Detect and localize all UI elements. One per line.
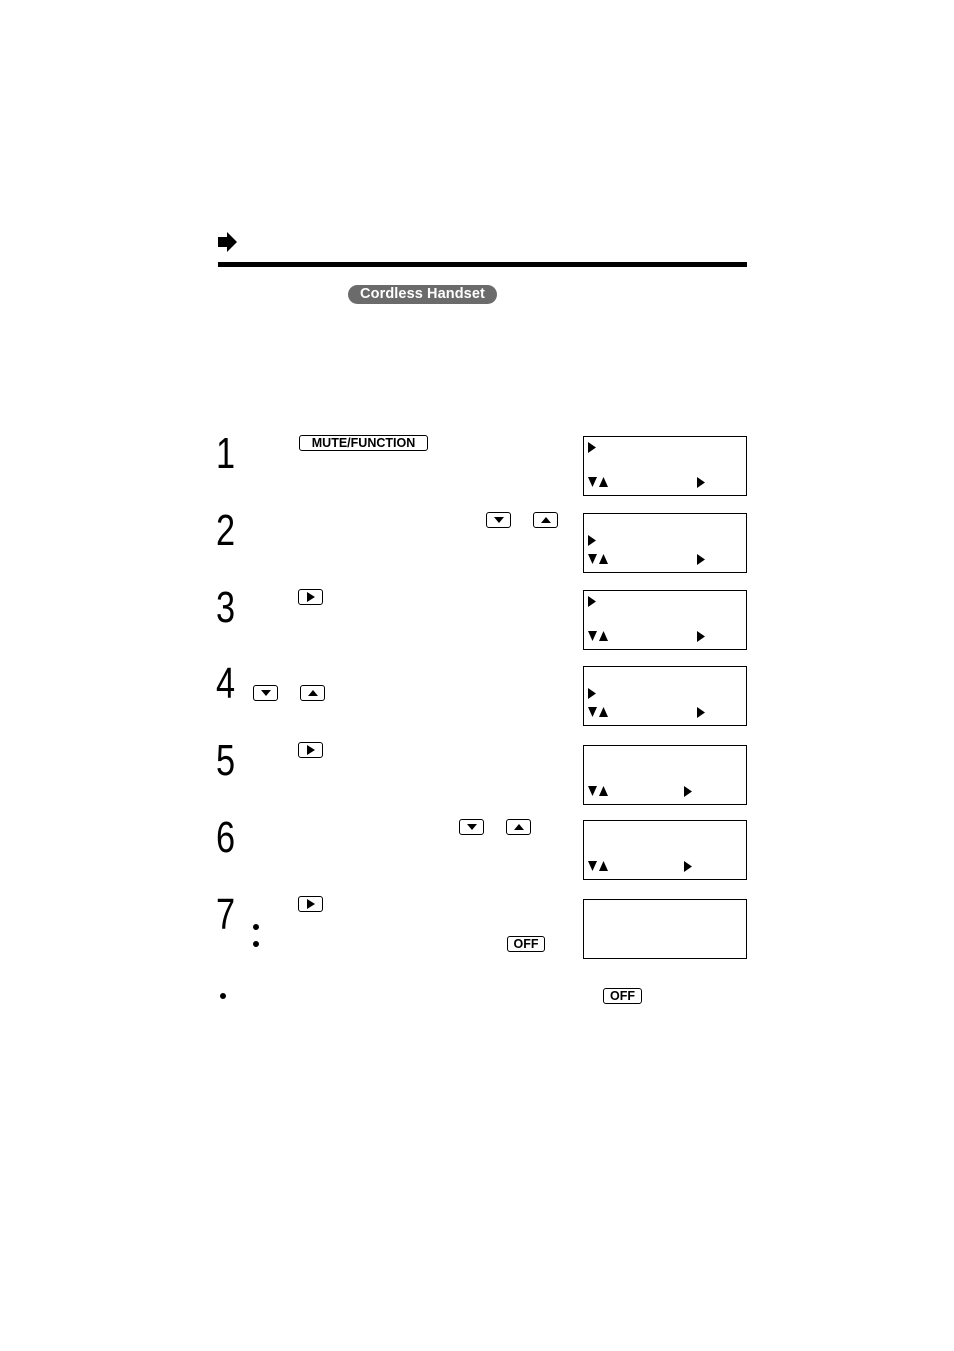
- lcd-display-3: [583, 590, 747, 650]
- select-icon: [697, 707, 706, 718]
- select-icon: [697, 477, 706, 488]
- right-arrow-key-icon: [307, 745, 315, 755]
- bullet: [253, 941, 259, 947]
- lcd-display-6: [583, 820, 747, 880]
- scroll-icon: [588, 477, 608, 488]
- lcd-display-1: [583, 436, 747, 496]
- scroll-icon: [588, 861, 608, 872]
- down-arrow-icon: [494, 517, 504, 523]
- step-number-6: 6: [216, 813, 236, 862]
- bullet: [253, 924, 259, 930]
- down-key[interactable]: [459, 819, 484, 835]
- down-arrow-icon: [261, 690, 271, 696]
- right-arrow-key-icon: [307, 899, 315, 909]
- cursor-icon: [588, 442, 597, 453]
- right-key[interactable]: [298, 589, 323, 605]
- lcd-display-5: [583, 745, 747, 805]
- off-key[interactable]: OFF: [603, 988, 642, 1004]
- scroll-icon: [588, 707, 608, 718]
- step-number-7: 7: [216, 890, 236, 939]
- scroll-icon: [588, 786, 608, 797]
- note-bullet: [220, 993, 226, 999]
- cursor-icon: [588, 535, 597, 546]
- up-arrow-icon: [308, 690, 318, 696]
- right-key[interactable]: [298, 896, 323, 912]
- scroll-icon: [588, 631, 608, 642]
- lcd-display-4: [583, 666, 747, 726]
- step-number-1: 1: [216, 429, 236, 478]
- right-arrow-icon: [218, 232, 237, 252]
- step-number-2: 2: [216, 506, 236, 555]
- cursor-icon: [588, 596, 597, 607]
- select-icon: [697, 554, 706, 565]
- lcd-display-7: [583, 899, 747, 959]
- select-icon: [684, 786, 693, 797]
- up-arrow-icon: [514, 824, 524, 830]
- off-key[interactable]: OFF: [507, 936, 545, 952]
- step-number-4: 4: [216, 659, 236, 708]
- mute-function-key[interactable]: MUTE/FUNCTION: [299, 435, 428, 451]
- select-icon: [697, 631, 706, 642]
- right-arrow-key-icon: [307, 592, 315, 602]
- cordless-handset-badge: Cordless Handset: [348, 285, 497, 304]
- scroll-icon: [588, 554, 608, 565]
- step-number-3: 3: [216, 583, 236, 632]
- select-icon: [684, 861, 693, 872]
- header-rule: [218, 262, 747, 267]
- up-key[interactable]: [300, 685, 325, 701]
- cursor-icon: [588, 688, 597, 699]
- up-key[interactable]: [506, 819, 531, 835]
- down-key[interactable]: [486, 512, 511, 528]
- right-key[interactable]: [298, 742, 323, 758]
- up-arrow-icon: [541, 517, 551, 523]
- lcd-display-2: [583, 513, 747, 573]
- step-number-5: 5: [216, 736, 236, 785]
- down-key[interactable]: [253, 685, 278, 701]
- up-key[interactable]: [533, 512, 558, 528]
- down-arrow-icon: [467, 824, 477, 830]
